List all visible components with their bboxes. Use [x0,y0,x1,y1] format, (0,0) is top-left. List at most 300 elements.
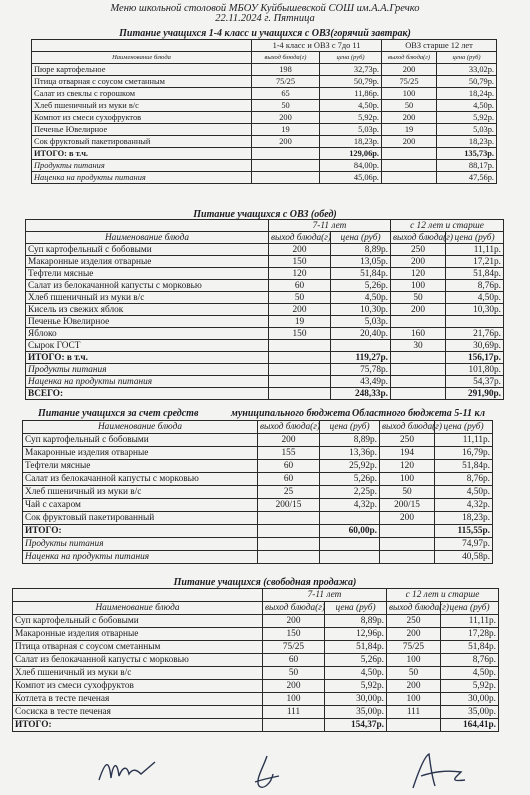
blank-cell [380,538,435,551]
blank-cell [252,148,320,160]
price-1: 13,05р. [331,256,391,268]
dish-name: Суп картофельный с бобовыми [23,434,258,447]
price-1: 4,50р. [325,667,387,680]
col-portion-1: выход блюда(г) [252,52,320,64]
price-1: 51,84р. [325,641,387,654]
total-price-1: 119,27р. [331,352,391,364]
dish-name: Пюре картофельное [32,64,252,76]
col-price-2: цена (руб) [435,421,493,434]
portion-1 [258,512,320,525]
signature-2 [245,752,285,792]
table-row [23,486,493,499]
blank-cell [391,364,446,376]
dish-name: Сок фруктовый пакетированный [23,512,258,525]
price-1 [331,340,391,352]
portion-2: 19 [382,124,437,136]
total-price-2: 40,58р. [435,551,493,564]
column-header-row [32,52,497,64]
portion-2: 100 [382,88,437,100]
portion-1: 150 [269,256,331,268]
table-row [13,641,499,654]
blank-cell [391,352,446,364]
table-row [26,328,504,340]
group-header-row [13,589,499,602]
price-1: 30,00р. [325,693,387,706]
price-1: 50,79р. [320,76,382,88]
table-row [26,280,504,292]
portion-1: 200 [269,304,331,316]
table-row [23,512,493,525]
portion-2: 120 [391,268,446,280]
price-1: 12,96р. [325,628,387,641]
price-1: 5,03р. [320,124,382,136]
total-price-2: 74,97р. [435,538,493,551]
price-1: 5,03р. [331,316,391,328]
table-row [13,693,499,706]
price-2: 18,24р. [437,88,497,100]
portion-2: 250 [387,615,441,628]
price-1: 2,25р. [320,486,380,499]
price-1: 18,23р. [320,136,382,148]
blank-cell [269,376,331,388]
price-2: 4,50р. [437,100,497,112]
total-price-2: 115,55р. [435,525,493,538]
portion-1: 200 [263,680,325,693]
blank-cell [269,352,331,364]
total-price-1: 60,00р. [320,525,380,538]
menu-date: 22.11.2024 г. Пятница [215,13,315,24]
col-dish-name: Наименование блюда [13,602,263,615]
portion-1: 150 [263,628,325,641]
col-portion-2: выход блюда(г) [380,421,435,434]
table-row [26,256,504,268]
price-2: 16,79р. [435,447,493,460]
total-price-2: 164,41р. [441,719,499,732]
blank-cell [32,40,252,52]
col-dish-name: Наименование блюда [32,52,252,64]
portion-1: 155 [258,447,320,460]
budget-title-left: Питание учащихся за счет средств [38,408,199,419]
blank-cell [258,551,320,564]
price-1: 5,92р. [320,112,382,124]
total-label: ИТОГО: [13,719,263,732]
price-1 [320,512,380,525]
table-row [23,499,493,512]
table-row [26,244,504,256]
price-2: 11,11р. [441,615,499,628]
blank-cell [380,551,435,564]
breakfast-table [31,39,497,184]
total-label: ИТОГО: в т.ч. [26,352,269,364]
total-row [26,352,504,364]
portion-2: 100 [387,693,441,706]
group-header-row [32,40,497,52]
dish-name: Сырок ГОСТ [26,340,269,352]
total-row [23,551,493,564]
dish-name: Салат из белокачанной капусты с морковью [26,280,269,292]
table-row [23,473,493,486]
portion-2: 250 [380,434,435,447]
price-2: 17,28р. [441,628,499,641]
dish-name: Хлеб пшеничный из муки в/с [26,292,269,304]
price-1: 32,73р. [320,64,382,76]
total-row [26,388,504,400]
portion-2: 200 [387,628,441,641]
dish-name: Салат из свеклы с горошком [32,88,252,100]
portion-1: 200 [263,615,325,628]
portion-1: 60 [258,460,320,473]
col-portion-1: выход блюда(г) [263,602,325,615]
column-header-row [26,232,504,244]
price-1: 5,26р. [320,473,380,486]
age-group-2: с 12 лет и старше [391,220,504,232]
dish-name: Тефтели мясные [26,268,269,280]
total-price-2: 47,56р. [437,172,497,184]
blank-cell [269,364,331,376]
portion-1: 75/25 [252,76,320,88]
price-2: 8,76р. [441,654,499,667]
col-price-1: цена (руб) [325,602,387,615]
table-row [32,76,497,88]
price-2: 11,11р. [446,244,504,256]
age-group-1: 7-11 лет [269,220,391,232]
blank-cell [382,172,437,184]
dish-name: Макаронные изделия отварные [26,256,269,268]
signature-3 [405,750,475,792]
col-portion-1: выход блюда(г) [269,232,331,244]
price-2: 4,50р. [446,292,504,304]
table-row [32,112,497,124]
col-portion-1: выход блюда(г) [258,421,320,434]
total-label: ВСЕГО: [26,388,269,400]
dish-name: Яблоко [26,328,269,340]
col-price-1: цена (руб) [320,52,382,64]
table-row [32,88,497,100]
portion-1: 60 [269,280,331,292]
dish-name: Птица отварная с соусом сметанным [32,76,252,88]
portion-1: 200 [252,112,320,124]
blank-cell [258,525,320,538]
price-1: 13,36р. [320,447,380,460]
dish-name: Печенье Ювелирное [26,316,269,328]
dish-name: Хлеб пшеничный из муки в/с [13,667,263,680]
dish-name: Салат из белокачанной капусты с морковью [23,473,258,486]
blank-cell [382,160,437,172]
col-dish-name: Наименование блюда [23,421,258,434]
portion-2: 30 [391,340,446,352]
total-label: Наценка на продукты питания [23,551,258,564]
portion-2: 200 [391,256,446,268]
portion-2: 200 [382,136,437,148]
portion-2: 250 [391,244,446,256]
portion-1: 111 [263,706,325,719]
blank-cell [252,160,320,172]
portion-1: 50 [263,667,325,680]
price-2: 4,50р. [441,667,499,680]
portion-1: 25 [258,486,320,499]
total-price-2: 291,90р. [446,388,504,400]
price-1: 5,26р. [325,654,387,667]
price-2: 35,00р. [441,706,499,719]
price-2: 30,69р. [446,340,504,352]
total-label: Продукты питания [23,538,258,551]
total-row [13,719,499,732]
total-price-1: 154,37р. [325,719,387,732]
portion-1: 19 [269,316,331,328]
section-breakfast-title: Питание учащихся 1-4 класс и учащихся с ОВЗ(горячий завтрак) [119,28,411,39]
portion-1: 198 [252,64,320,76]
price-1: 4,50р. [331,292,391,304]
price-1: 25,92р. [320,460,380,473]
portion-1: 150 [269,328,331,340]
total-price-1: 45,06р. [320,172,382,184]
price-2 [446,316,504,328]
portion-2: 75/25 [382,76,437,88]
price-1: 20,40р. [331,328,391,340]
portion-2: 100 [380,473,435,486]
portion-2: 200 [382,112,437,124]
price-1: 8,89р. [320,434,380,447]
price-1: 8,89р. [331,244,391,256]
dish-name: Компот из смеси сухофруктов [13,680,263,693]
table-row [26,268,504,280]
blank-cell [391,376,446,388]
total-label: Продукты питания [26,364,269,376]
table-row [32,100,497,112]
col-portion-2: выход блюда(г) [387,602,441,615]
age-group-2: с 12 лет и старше [387,589,499,602]
price-2: 5,03р. [437,124,497,136]
portion-2: 50 [391,292,446,304]
price-2: 11,11р. [435,434,493,447]
free-sale-table [12,588,499,732]
table-row [13,628,499,641]
portion-1: 200 [258,434,320,447]
table-row [23,447,493,460]
dish-name: Чай с сахаром [23,499,258,512]
price-2: 50,79р. [437,76,497,88]
table-row [13,706,499,719]
portion-2: 200 [387,680,441,693]
portion-1: 50 [269,292,331,304]
group-header-row [26,220,504,232]
portion-1: 60 [263,654,325,667]
dish-name: Суп картофельный с бобовыми [13,615,263,628]
price-1: 5,26р. [331,280,391,292]
blank-cell [380,525,435,538]
signature-1 [95,752,165,788]
dish-name: Компот из смеси сухофруктов [32,112,252,124]
table-row [13,654,499,667]
portion-1: 100 [263,693,325,706]
total-price-1: 84,00р. [320,160,382,172]
price-2: 10,30р. [446,304,504,316]
total-price-1 [320,551,380,564]
section-free-sale-title: Питание учащихся (свободная продажа) [173,577,357,588]
total-label: Наценка на продукты питания [32,172,252,184]
portion-1: 65 [252,88,320,100]
dish-name: Птица отварная с соусом сметанным [13,641,263,654]
col-price-2: цена (руб) [446,232,504,244]
price-2: 4,32р. [435,499,493,512]
portion-2: 200/15 [380,499,435,512]
total-price-1: 43,49р. [331,376,391,388]
portion-2: 100 [387,654,441,667]
portion-1: 200 [252,136,320,148]
budget-title-municipal: муниципального бюджета [231,408,351,419]
blank-cell [387,719,441,732]
lunch-table [25,219,504,400]
portion-2: 50 [382,100,437,112]
portion-2: 160 [391,328,446,340]
portion-2: 50 [387,667,441,680]
dish-name: Кисель из свежих яблок [26,304,269,316]
portion-2: 200 [380,512,435,525]
price-2: 5,92р. [441,680,499,693]
price-1: 51,84р. [331,268,391,280]
total-price-2: 156,17р. [446,352,504,364]
price-2: 33,02р. [437,64,497,76]
portion-2: 200 [382,64,437,76]
price-2: 8,76р. [446,280,504,292]
portion-2: 100 [391,280,446,292]
table-row [32,124,497,136]
portion-2: 200 [391,304,446,316]
portion-1 [269,340,331,352]
section-lunch-title: Питание учащихся с ОВЗ (обед) [193,209,337,220]
total-price-2: 54,37р. [446,376,504,388]
col-portion-2: выход блюда(г) [391,232,446,244]
dish-name: Хлеб пшеничный из муки в/с [23,486,258,499]
table-row [13,680,499,693]
total-price-1: 248,33р. [331,388,391,400]
total-row [23,525,493,538]
price-1: 4,50р. [320,100,382,112]
total-row [32,172,497,184]
table-row [26,340,504,352]
blank-cell [26,220,269,232]
total-price-2: 88,17р. [437,160,497,172]
price-2: 5,92р. [437,112,497,124]
table-row [32,64,497,76]
price-2: 51,84р. [446,268,504,280]
total-price-1: 75,78р. [331,364,391,376]
portion-2 [391,316,446,328]
price-2: 8,76р. [435,473,493,486]
portion-1: 120 [269,268,331,280]
portion-2: 111 [387,706,441,719]
portion-2: 194 [380,447,435,460]
blank-cell [263,719,325,732]
price-2: 18,23р. [437,136,497,148]
budget-title-regional: Областного бюджета 5-11 кл [352,408,485,419]
column-header-row [23,421,493,434]
dish-name: Хлеб пшеничный из муки в/с [32,100,252,112]
price-1: 5,92р. [325,680,387,693]
dish-name: Печенье Ювелирное [32,124,252,136]
school-menu-title: Меню школьной столовой МБОУ Куйбышевской СОШ им.А.А.Гречко [110,3,420,14]
price-2: 17,21р. [446,256,504,268]
total-label: Наценка на продукты питания [26,376,269,388]
budget-table [22,420,493,564]
table-row [13,667,499,680]
price-2: 21,76р. [446,328,504,340]
blank-cell [252,172,320,184]
dish-name: Макаронные изделия отварные [13,628,263,641]
col-price-1: цена (руб) [331,232,391,244]
table-row [13,615,499,628]
blank-cell [258,538,320,551]
price-1: 35,00р. [325,706,387,719]
portion-1: 200/15 [258,499,320,512]
blank-cell [13,589,263,602]
price-2: 30,00р. [441,693,499,706]
dish-name: Суп картофельный с бобовыми [26,244,269,256]
total-row [26,376,504,388]
total-row [32,160,497,172]
table-row [32,136,497,148]
total-price-1 [320,538,380,551]
portion-2: 75/25 [387,641,441,654]
age-group-2: ОВЗ старше 12 лет [382,40,497,52]
price-1: 10,30р. [331,304,391,316]
dish-name: Макаронные изделия отварные [23,447,258,460]
col-portion-2: выход блюда(г) [382,52,437,64]
total-label: ИТОГО: в т.ч. [32,148,252,160]
col-price-2: цена (руб) [437,52,497,64]
total-row [26,364,504,376]
col-dish-name: Наименование блюда [26,232,269,244]
portion-2: 50 [380,486,435,499]
total-price-1: 129,06р. [320,148,382,160]
blank-cell [382,148,437,160]
price-1: 11,86р. [320,88,382,100]
dish-name: Сок фруктовый пакетированный [32,136,252,148]
portion-1: 19 [252,124,320,136]
table-row [26,316,504,328]
price-2: 4,50р. [435,486,493,499]
total-row [32,148,497,160]
portion-2: 120 [380,460,435,473]
table-row [26,304,504,316]
col-price-1: цена (руб) [320,421,380,434]
price-2: 51,84р. [441,641,499,654]
age-group-1: 1-4 класс и ОВЗ с 7до 11 [252,40,382,52]
portion-1: 50 [252,100,320,112]
table-row [23,460,493,473]
total-price-2: 101,80р. [446,364,504,376]
table-row [23,434,493,447]
total-label: Продукты питания [32,160,252,172]
price-2: 51,84р. [435,460,493,473]
dish-name: Тефтели мясные [23,460,258,473]
blank-cell [269,388,331,400]
total-label: ИТОГО: [23,525,258,538]
price-2: 18,23р. [435,512,493,525]
total-row [23,538,493,551]
col-price-2: цена (руб) [441,602,499,615]
blank-cell [391,388,446,400]
dish-name: Сосиска в тесте печеная [13,706,263,719]
portion-1: 200 [269,244,331,256]
dish-name: Котлета в тесте печеная [13,693,263,706]
dish-name: Салат из белокачанной капусты с морковью [13,654,263,667]
price-1: 8,89р. [325,615,387,628]
portion-1: 60 [258,473,320,486]
portion-1: 75/25 [263,641,325,654]
column-header-row [13,602,499,615]
total-price-2: 135,73р. [437,148,497,160]
